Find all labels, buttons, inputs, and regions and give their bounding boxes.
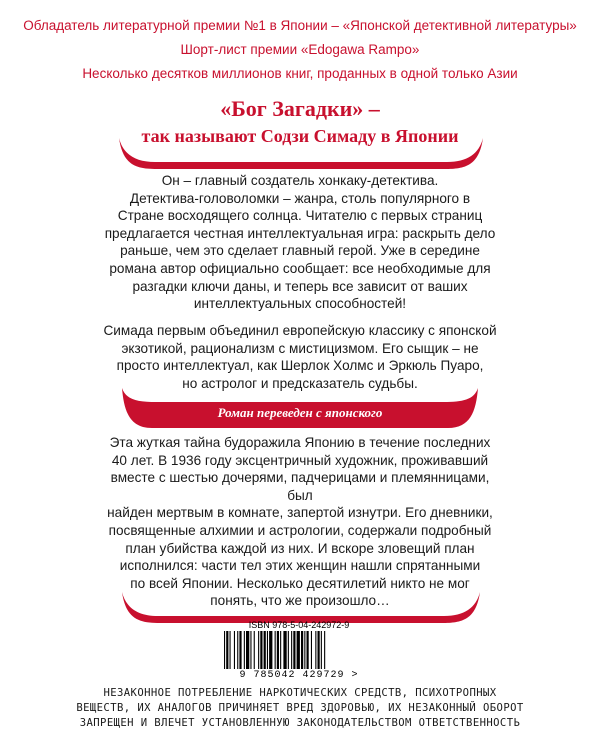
barcode-bar [244,631,245,669]
barcode-bar [267,631,268,669]
barcode-bar [311,631,312,669]
barcode-block [219,620,379,680]
award-line-1: Обладатель литературной премии №1 в Японии – «Японской детективной литературы» [23,18,577,33]
barcode-bar [260,631,262,669]
barcode-bar [280,631,281,669]
barcode-image [224,631,374,669]
plot-paragraph [100,434,500,610]
intro-line: романа автор официально сообщает: все необходимые для [109,260,491,276]
plot-line: по всей Японии. Несколько десятилетий никто не мог [130,575,470,591]
barcode-bar [226,631,228,669]
barcode-bar [293,631,295,669]
bottom-swoosh [118,590,484,624]
barcode-bar [246,631,249,669]
barcode-bar [304,631,305,669]
second-line: просто интеллектуал, как Шерлок Холмс и Эркюль Пуаро, [116,358,484,374]
health-warning [60,686,540,731]
warning-line: ЗАПРЕЩЕН И ВЛЕЧЕТ УСТАНОВЛЕННУЮ ЗАКОНОДАТЕЛЬСТВОМ ОТВЕТСТВЕННОСТЬ [79,717,521,729]
intro-paragraph [100,172,500,313]
barcode-bar [230,631,231,669]
plot-line: исполнился: части тел этих женщин нашли спрятанными [119,558,481,574]
second-line: экзотикой, рационализм с мистицизмом. Его сыщик – не [121,340,479,356]
intro-line: разгадки ключи даны, и теперь все зависит от ваших [132,278,468,294]
isbn-text: ISBN 978-5-04-242972-9 [248,620,350,630]
plot-line: вместе с шестью дочерями, падчерицами и племянницами, был [110,470,490,503]
plot-line: 40 лет. В 1936 году эксцентричный художник, проживавший [111,452,489,468]
award-line-3: Несколько десятков миллионов книг, проданных в одной только Азии [82,66,518,81]
plot-line: понять, что же произошло… [210,593,390,609]
intro-line: Детектива-головоломки – жанра, столь популярного в [129,190,471,206]
intro-line: раньше, чем это сделает главный герой. Уже в середине [120,243,480,259]
barcode-bar [239,631,241,669]
barcode-bar [275,631,276,669]
second-line: но астролог и предсказатель судьбы. [182,375,418,391]
barcode-bar [297,631,300,669]
ribbon-label: Роман переведен с японского [217,405,383,420]
warning-line: ВЕЩЕСТВ, ИХ АНАЛОГОВ ПРИЧИНЯЕТ ВРЕД ЗДОРОВЬЮ, ИХ НЕЗАКОННЫЙ ОБОРОТ [76,702,524,714]
headline-title: «Бог Загадки» – [220,96,380,121]
translation-ribbon [120,386,480,430]
headline-subtitle: так называют Содзи Симаду в Японии [141,126,459,146]
barcode-digits: 9 785042 429729 > [239,670,359,681]
barcode-bar [277,631,279,669]
headline-swoosh [115,136,487,170]
intro-line: интеллектуальных способностей! [193,296,407,312]
barcode-bar [315,631,316,669]
barcode-bar [234,631,235,669]
intro-line: Стране восходящего солнца. Читателю с первых страниц [117,208,483,224]
barcode-bar [250,631,251,669]
barcode-bar [224,631,225,669]
plot-line: найден мертвым в комнате, запертой изнутри. Его дневники, [107,505,493,521]
award-line-2: Шорт-лист премии «Edogawa Rampo» [180,42,420,57]
intro-line: предлагается честная интеллектуальная игра: раскрыть дело [104,225,496,241]
plot-line: посвященные алхимии и астрологии, содержали подробный [108,522,492,538]
barcode-bar [258,631,259,669]
barcode-bar [283,631,286,669]
barcode-bar [288,631,289,669]
second-paragraph [100,322,500,392]
barcode-bar [269,631,272,669]
barcode-bar [307,631,309,669]
barcode-bar [291,631,292,669]
second-line: Симада первым объединил европейскую классику с японской [103,323,497,338]
barcode-bar [318,631,320,669]
barcode-bar [264,631,266,669]
barcode-bar [321,631,322,669]
plot-line: Эта жуткая тайна будоражила Японию в течение последних [109,435,491,450]
barcode-bar [301,631,303,669]
barcode-bar [254,631,255,669]
warning-line: НЕЗАКОННОЕ ПОТРЕБЛЕНИЕ НАРКОТИЧЕСКИХ СРЕДСТВ, ПСИХОТРОПНЫХ [103,687,497,699]
intro-line: Он – главный создатель хонкаку-детектива. [161,173,439,188]
plot-line: план убийства каждой из них. И вскоре зловещий план [125,540,475,556]
barcode-bar [237,631,238,669]
barcode-bar [324,631,325,669]
